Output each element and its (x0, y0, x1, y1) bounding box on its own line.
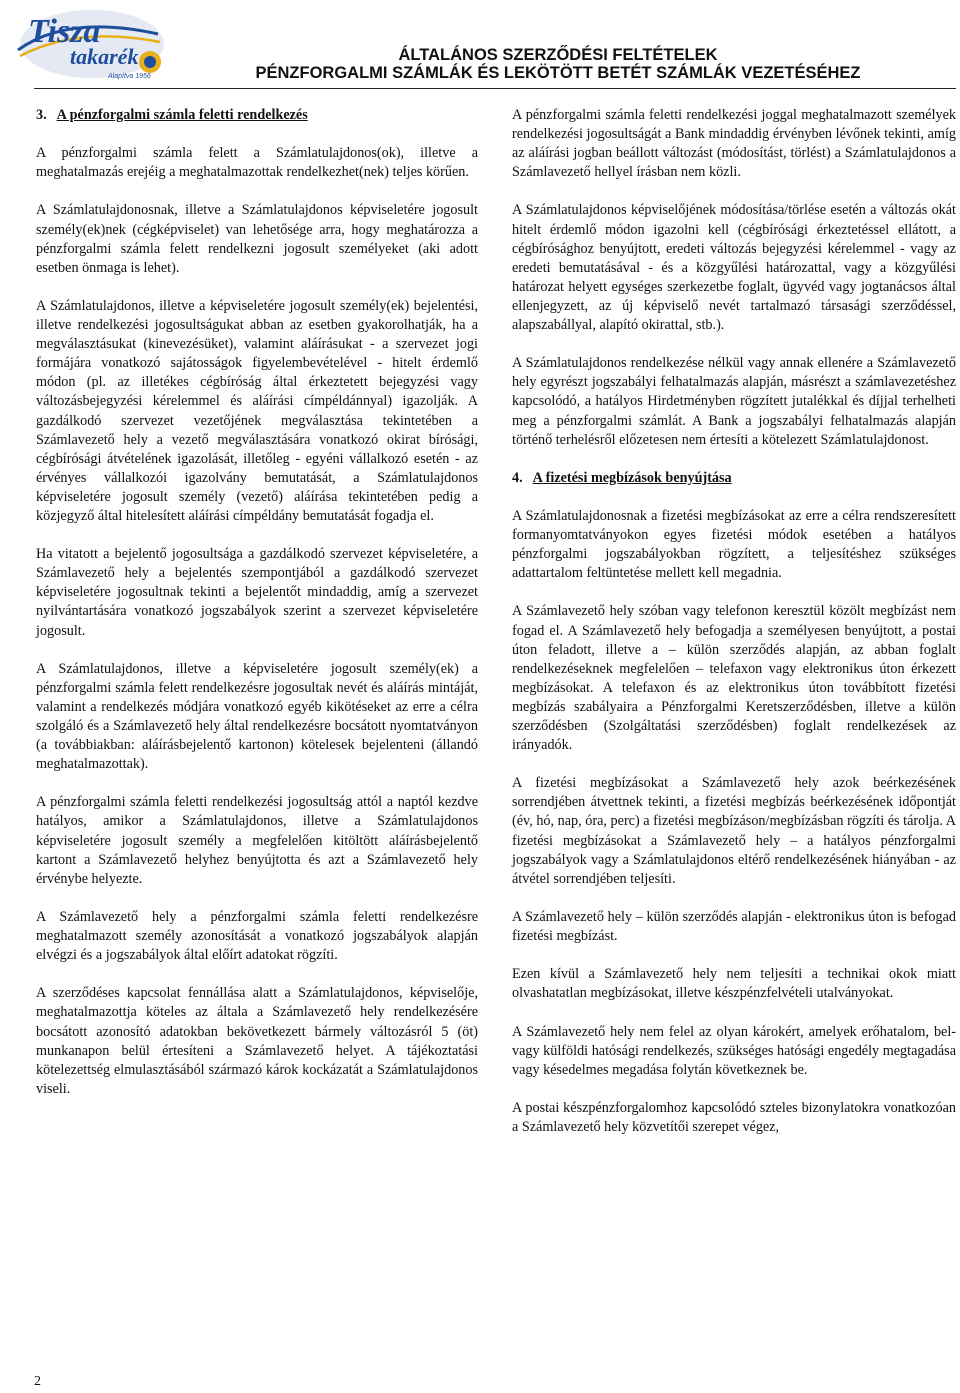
section-heading-4 (512, 469, 956, 488)
paragraph: A Számlatulajdonosnak, illetve a Számlatulajdonos képviseletére jogosult személy(ek)nek (cégképviselet) van lehetősége arra, hogy meghatározza a pénzforgalmi számla felett rendelkezni jogosult személyeket (aki adott esetben önmaga is lehet). (36, 202, 478, 276)
right-column (512, 106, 956, 1156)
header-title-line2: PÉNZFORGALMI SZÁMLÁK ÉS LEKÖTÖTT BETÉT SZÁMLÁK VEZETÉSÉHEZ (255, 64, 861, 82)
section-number: 3. (36, 107, 47, 123)
paragraph: A Számlatulajdonos, illetve a képviseletére jogosult személy(ek) bejelentési, illetve rendelkezési jogosultságukat abban az esetben gyakorolhatják, ha a megválasztásukat (kinevezésüket), valamint aláírásukat - a szervezet jogi formájára vonatkozó sajátosságok figyelembevételével - hitelt érdemlő módon (pl. az illetékes cégbíróság által érkeztetett bejegyzési vagy változásbejegyzési kérelemmel és aláírási címpéldánnyal) igazolják. A gazdálkodó szervezet vezetőjének megválasztása tekintetében a Számlavezető hely a vezető megválasztására vonatkozó okirat bírósági, cégbírósági átvételének igazolását, illetőleg - egyéni vállalkozó esetén - az érvényes vállalkozói igazolvány bemutatását, a Számlatulajdonos képviseletére jogosult személy (vezető) aláírása tekintetében pedig a közjegyző által hitelesített aláírási címpéldány bemutatását fogadja el. (36, 297, 478, 524)
header-title-line1: ÁLTALÁNOS SZERZŐDÉSI FELTÉTELEK (398, 46, 718, 64)
logo-established: Alapítva 1956 (108, 73, 151, 80)
section-heading-3 (36, 106, 478, 125)
paragraph: Ezen kívül a Számlavezető hely nem teljesíti a technikai okok miatt olvashatatlan megbízásokat, illetve készpénzfelvételi utalványokat. (512, 966, 956, 1002)
paragraph: Ha vitatott a bejelentő jogosultsága a gazdálkodó szervezet képviseletére, a Számlavezető hely a bejelentés szempontjából a gazdálkodó szervezet képviseletére jogosultnak tekinti a bejelentőt mindaddig, amíg a szervezet nyilvántartására vonatkozó jogszabályok szerint a szervezet képviseletére jogosult. (36, 546, 478, 639)
left-column (36, 106, 478, 1118)
paragraph: A pénzforgalmi számla felett a Számlatulajdonos(ok), illetve a meghatalmazás erejéig a meghatalmazottak rendelkezhet(nek) teljes körűen. (36, 145, 478, 181)
document-header (178, 46, 938, 82)
paragraph: A pénzforgalmi számla feletti rendelkezési jogosultság attól a naptól kezdve hatályos, amikor a Számlatulajdonos, illetve a Számlatulajdonos képviseletére jogosult személy a megfelelően kitöltött aláírásbejelentő kartont a Számlavezető helyhez benyújtotta és azt a Számlavezető hely érvénybe helyezte. (36, 794, 478, 887)
logo-text-tisza: Tisza (28, 13, 101, 50)
section-title: A fizetési megbízások benyújtása (532, 469, 732, 486)
tisza-takarek-logo (8, 4, 170, 88)
paragraph: A pénzforgalmi számla feletti rendelkezési joggal meghatalmazott személyek rendelkezési jogosultságát a Bank mindaddig érvényben lévőnek tekinti, amíg az aláírási jogban beállott változást (módosítást, törlést) a Számlatulajdonos a Számlavezető hellyel írásban nem közli. (512, 107, 956, 181)
paragraph: A Számlavezető hely szóban vagy telefonon keresztül közölt megbízást nem fogad el. A Számlavezető hely befogadja a személyesen benyújtott, a postai úton feladott, illetve a – külön szerződés alapján, az abban foglalt rendelkezéseknek megfelelően – telefaxon vagy elektronikus úton érkezett megbízásokat. A telefaxon és az elektronikus úton továbbított fizetési megbízás szabályaira a Pénzforgalmi Keretszerződésben, illetve a külön szerződésben (Szolgáltatási szerződésben) foglalt rendelkezések az irányadók. (512, 603, 956, 754)
paragraph: A fizetési megbízásokat a Számlavezető hely azok beérkezésének sorrendjében átvettnek tekinti, a fizetési megbízás beérkezésének időpontját (év, hó, nap, óra, perc) a fizetési megbízáson/megbízásban rögzíti és tárolja. A fizetési megbízásokat a Számlavezető hely – a hatályos pénzforgalmi jogszabályok vagy a Számlatulajdonos eltérő rendelkezésének hiányában - az átvétel sorrendjében teljesíti. (512, 775, 956, 887)
section-title: A pénzforgalmi számla feletti rendelkezés (56, 107, 308, 123)
logo-text-takarek: takarék (70, 44, 139, 69)
section-number: 4. (512, 469, 523, 486)
paragraph: A Számlatulajdonosnak a fizetési megbízásokat az erre a célra rendszeresített formanyomtatványokon egyes fizetési módok esetében a hatályos pénzforgalmi jogszabályokban rögzített, a teljesítéshez szükséges adattartalom feltüntetése mellett kell megadnia. (512, 507, 956, 582)
paragraph: A Számlavezető hely a pénzforgalmi számla feletti rendelkezésre meghatalmazott személy azonosítását a vonatkozó jogszabályok alapján elvégzi és a jogszabályok által előírt adatokat rögzíti. (36, 908, 478, 964)
paragraph: A Számlavezető hely nem felel az olyan károkért, amelyek erőhatalom, bel- vagy külföldi hatósági rendelkezés, szükséges hatósági engedély megtagadása vagy késedelmes megadása folytán következnek be. (512, 1023, 956, 1078)
paragraph: A Számlavezető hely – külön szerződés alapján - elektronikus úton is befogad fizetési megbízást. (512, 908, 956, 945)
paragraph: A Számlatulajdonos képviselőjének módosítása/törlése esetén a változás okát hitelt érdemlő módon igazolni kell (cégbírósági érkeztetéssel ellátott, a cégbírósághoz benyújtott, eredeti változás bejegyzési kérelemmel - vagy az eredeti bemutatásával - és a közgyűlési határozattal, vagy a közgyűlési határozat helyett egységes szerkezetbe foglalt, ügyvéd vagy jogtanácsos által ellenjegyzett, az új képviselő nevét tartalmazó társasági szerződéssel, alapszabállyal, alapító okirattal, stb.). (512, 202, 956, 334)
header-divider (34, 88, 956, 89)
paragraph: A szerződéses kapcsolat fennállása alatt a Számlatulajdonos, képviselője, meghatalmazottja köteles az általa a Számlavezető hely rendelkezésére bocsátott azonosító adatokban bekövetkezett bármely változásról 5 (öt) munkanapon belül értesíteni a Számlavezető helyet. A tájékoztatási kötelezettség elmulasztásából származó károk kockázatát a Számlatulajdonos viseli. (36, 985, 478, 1097)
paragraph: A Számlatulajdonos, illetve a képviseletére jogosult személy(ek) a pénzforgalmi számla felett rendelkezésre jogosultak nevét és aláírás mintáját, valamint a rendelkezés módjára vonatkozó egyéb kikötéseket az erre a célra szolgáló és a Számlavezető hely által rendelkezésre bocsátott nyomtatványon (a továbbiakban: aláírásbejelentő kartonon) kötelesek bejelenteni (állandó meghatalmazottak). (36, 660, 478, 773)
page-number: 2 (34, 1374, 41, 1389)
paragraph: A postai készpénzforgalomhoz kapcsolódó szteles bizonylatokra vonatkozóan a Számlavezető hely közvetítői szerepet végez, (512, 1099, 956, 1135)
paragraph: A Számlatulajdonos rendelkezése nélkül vagy annak ellenére a Számlavezető hely egyrészt jogszabályi felhatalmazás alapján, másrészt a számlavezetéshez kapcsolódó, a hatályos Hirdetményben rögzített jutalékkal és díjjal terhelheti meg a pénzforgalmi számlát. A Bank a jogszabályi felhatalmazás alapján történő terhelésről előzetesen nem értesíti a kötelezett Számlatulajdonost. (512, 355, 956, 448)
